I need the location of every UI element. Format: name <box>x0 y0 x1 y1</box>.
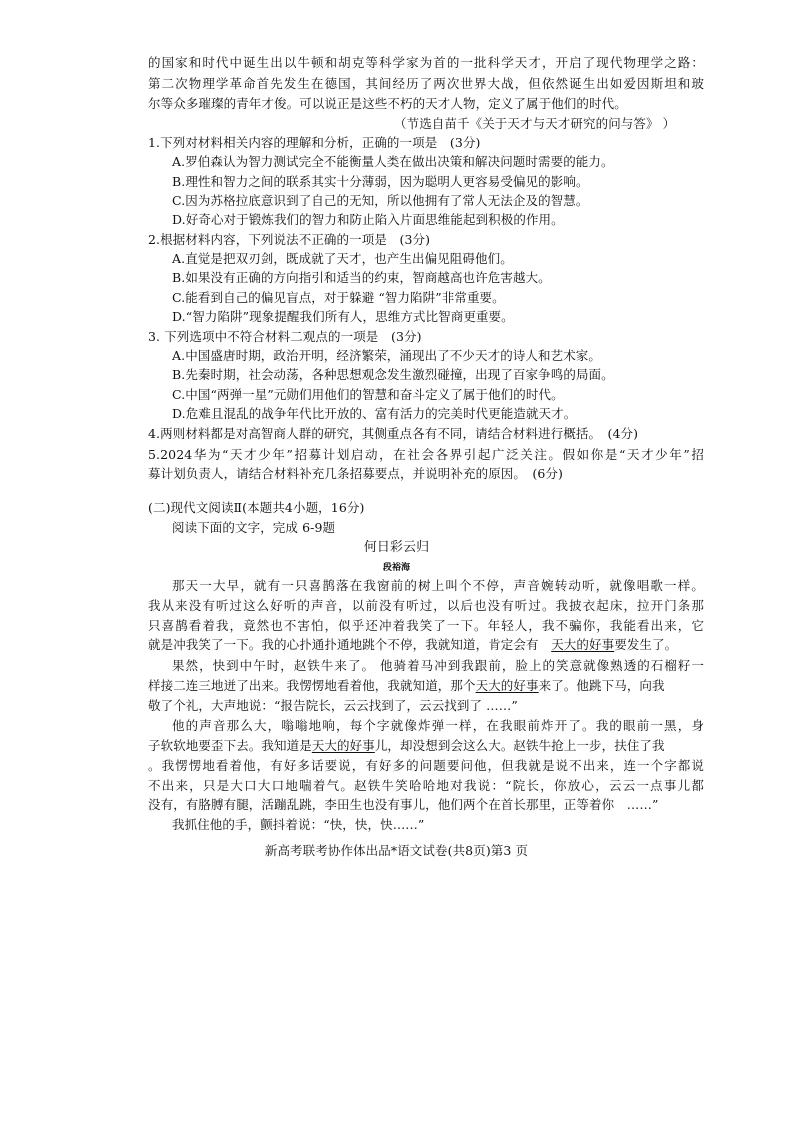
question-1-option-b: B.理性和智力之间的联系其实十分薄弱，因为聪明人更容易受偏见的影响。 <box>172 174 589 189</box>
underlined-phrase: 天大的好事 <box>475 678 539 693</box>
story-author: 段裕海 <box>382 563 411 573</box>
material-line: 的国家和时代中诞生出以牛顿和胡克等科学家为首的一批科学天才，开启了现代物理学之路： <box>148 55 704 70</box>
section-instruction: 阅读下面的文字，完成 6-9题 <box>172 520 336 535</box>
story-text: 儿，却没想到会这么大。赵铁牛抢上一步，扶住了我 <box>374 738 665 753</box>
question-3-stem: 3. 下列选项中不符合材料二观点的一项是 (3分) <box>148 329 422 344</box>
story-line: 那天一大早，就有一只喜鹊落在我窗前的树上叫个不停，声音婉转动听，就像唱歌一样。 <box>172 578 704 593</box>
question-1-option-a: A.罗伯森认为智力测试完全不能衡量人类在做出决策和解决问题时需要的能力。 <box>172 154 614 169</box>
story-line: 我抓住他的手，颤抖着说：“快，快，快……” <box>172 817 425 832</box>
story-line: 敬了个礼，大声地说：“报告院长，云云找到了，云云找到了 ……” <box>148 698 518 713</box>
story-line: 他的声音那么大，嗡嗡地响，每个字就像炸弹一样，在我眼前炸开了。我的眼前一黑，身 <box>172 718 704 733</box>
question-2-stem: 2.根据材料内容，下列说法不正确的一项是 (3分) <box>148 232 431 247</box>
question-2-option-a: A.直觉是把双刃剑，既成就了天才，也产生出偏见阻碍他们。 <box>172 251 513 266</box>
story-text: 样接二连三地迸了出来。我愣愣地看着他，我就知道，那个 <box>148 678 476 693</box>
section-heading: (二)现代文阅读Ⅱ(本题共4小题，16分) <box>148 500 365 515</box>
question-5-line: 募计划负责人，请结合材料补充几条招募要点，并说明补充的原因。 (6分) <box>148 466 563 481</box>
underlined-phrase: 天大的好事 <box>551 637 615 652</box>
source-citation: （节选自苗千《关于天才与天才研究的问与答》 ） <box>394 116 676 131</box>
question-3-option-c: C.中国“两弹一星”元勋们用他们的智慧和奋斗定义了属于他们的时代。 <box>172 387 564 402</box>
story-line: 没有，有胳膊有腿，活蹦乱跳，李田生也没有事儿，他们两个在首长那里，正等着你 ……” <box>148 797 659 812</box>
question-3-option-d: D.危难且混乱的战争年代比开放的、富有活力的完美时代更能造就天才。 <box>172 406 577 421</box>
story-line: 果然，快到中午时，赵铁牛来了。 他骑着马冲到我跟前，脸上的笑意就像熟透的石榴籽一 <box>172 658 704 673</box>
story-line: 只喜鹊看着我，竟然也不害怕，似乎还冲着我笑了一下。年轻人，我不骗你，我能看出来，它 <box>148 618 704 633</box>
question-1-option-d: D.好奇心对于锻炼我们的智力和防止陷入片面思维能起到积极的作用。 <box>172 212 564 227</box>
question-2-option-b: B.如果没有正确的方向指引和适当的约束，智商越高也许危害越大。 <box>172 270 551 285</box>
story-line: 我从来没有听过这么好听的声音，以前没有听过，以后也没有听过。我披衣起床，拉开门条那 <box>148 598 704 613</box>
story-line <box>148 637 677 653</box>
question-3-option-b: B.先秦时期，社会动荡，各种思想观念发生激烈碰撞，出现了百家争鸣的局面。 <box>172 367 614 382</box>
question-2-option-d: D.“智力陷阱”现象提醒我们所有人，思维方式比智商更重要。 <box>172 309 514 324</box>
story-text: 要发生了。 <box>614 637 678 652</box>
story-title: 何日彩云归 <box>363 540 430 555</box>
question-3-option-a: A.中国盛唐时期，政治开明，经济繁荣，涌现出了不少天才的诗人和艺术家。 <box>172 348 602 363</box>
question-1-option-c: C.因为苏格拉底意识到了自己的无知，所以他拥有了常人无法企及的智慧。 <box>172 193 589 208</box>
material-line: 第二次物理学革命首先发生在德国，其间经历了两次世界大战，但依然诞生出如爱因斯坦和玻 <box>148 76 704 91</box>
story-text: 就是冲我笑了一下。我的心扑通扑通地跳个不停，我就知道，肯定会有 <box>148 637 552 652</box>
question-1-stem: 1.下列对材料相关内容的理解和分析，正确的一项是 (3分) <box>148 135 481 150</box>
material-line: 尔等众多璀璨的青年才俊。可以说正是这些不朽的天才人物，定义了属于他们的时代。 <box>148 96 627 111</box>
story-line: 。我愣愣地看着他，有好多话要说，有好多的问题要问他，但我就是说不出来，连一个字都说 <box>148 758 704 773</box>
story-text: 子软软地要歪下去。我知道是 <box>148 738 312 753</box>
story-line: 不出来，只是大口大口地喘着气。赵铁牛笑哈哈地对我说：“院长，你放心，云云一点事儿都 <box>148 778 704 793</box>
story-text: 来了。他跳下马，向我 <box>538 678 665 693</box>
page-footer: 新高考联考协作体出品*语文试卷(共8页)第3 页 <box>264 843 529 858</box>
question-2-option-c: C.能看到自己的偏见盲点，对于躲避 “智力陷阱”非常重要。 <box>172 290 505 305</box>
question-4: 4.两则材料都是对高智商人群的研究，其侧重点各有不同，请结合材料进行概括。 (4分) <box>148 426 639 441</box>
story-line <box>148 738 665 754</box>
story-line <box>148 678 665 694</box>
underlined-phrase: 天大的好事 <box>311 738 375 753</box>
question-5-line: 5.2024华为“天才少年”招募计划启动，在社会各界引起广泛关注。假如你是“天才少年”招 <box>148 447 704 462</box>
